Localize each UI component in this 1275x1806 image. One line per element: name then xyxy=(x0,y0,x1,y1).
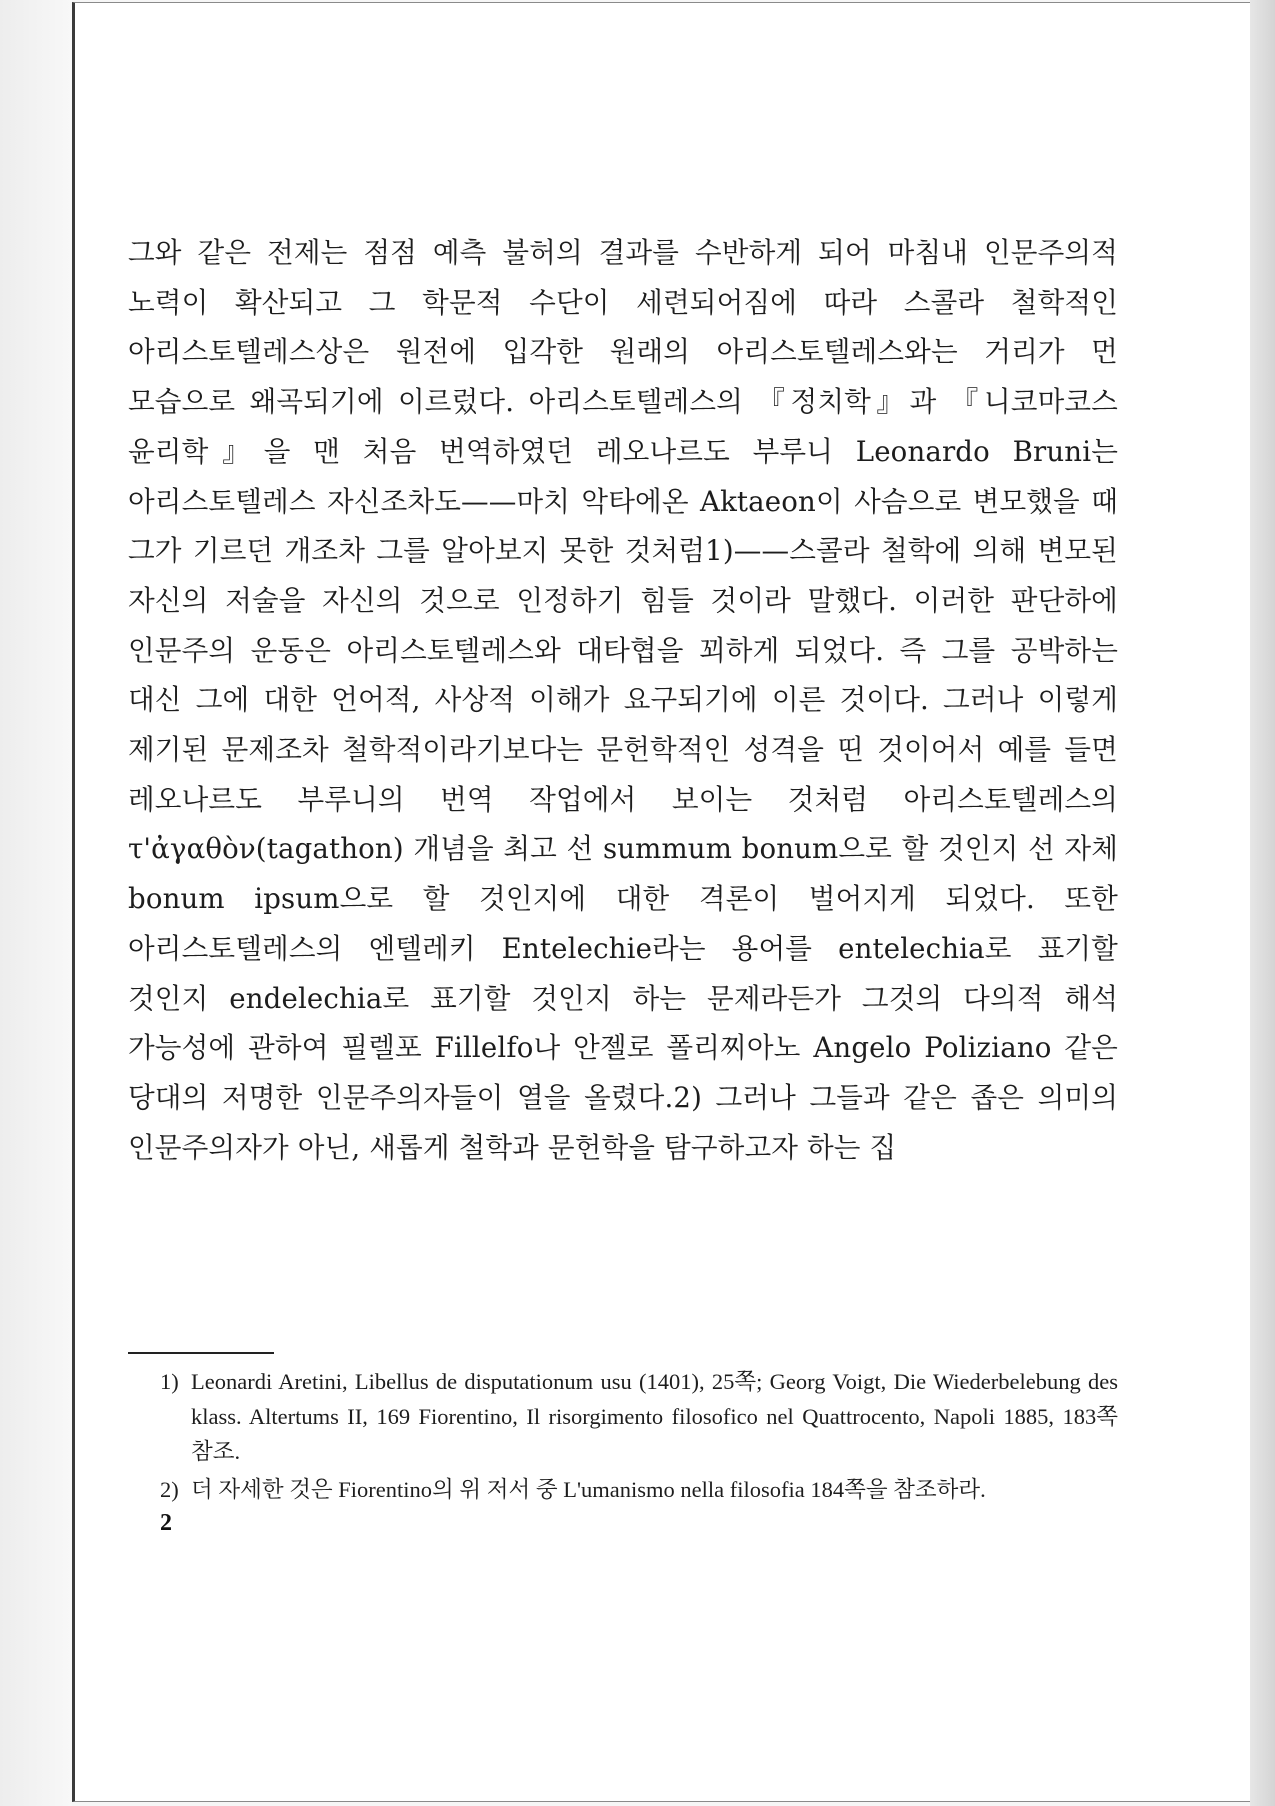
footnote-1 xyxy=(160,1364,1118,1469)
footnote-divider xyxy=(128,1352,274,1354)
footnote-2 xyxy=(160,1472,1118,1507)
body-paragraph: 그와 같은 전제는 점점 예측 불허의 결과를 수반하게 되어 마침내 인문주의적 노력이 확산되고 그 학문적 수단이 세련되어짐에 따라 스콜라 철학적인 아리스토텔레스상은 원전에 입각한 원래의 아리스토텔레스와는 거리가 먼 모습으로 왜곡되기에 이르렀다. 아리스토텔레스의 『정치학』과 『니코마코스 윤리학』을 맨 처음 번역하였던 레오나르도 부루니 Leonardo Bruni는 아리스토텔레스 자신조차도——마치 악타에온 Aktaeon이 사슴으로 변모했을 때 그가 기르던 개조차 그를 알아보지 못한 것처럼1)——스콜라 철학에 의해 변모된 자신의 저술을 자신의 것으로 인정하기 힘들 것이라 말했다. 이러한 판단하에 인문주의 운동은 아리스토텔레스와 대타협을 꾀하게 되었다. 즉 그를 공박하는 대신 그에 대한 언어적, 사상적 이해가 요구되기에 이른 것이다. 그러나 이렇게 제기된 문제조차 철학적이라기보다는 문헌학적인 성격을 띤 것이어서 예를 들면 레오나르도 부루니의 번역 작업에서 보이는 것처럼 아리스토텔레스의 τ'ἀγαθὸν(tagathon) 개념을 최고 선 summum bonum으로 할 것인지 선 자체 bonum ipsum으로 할 것인지에 대한 격론이 벌어지게 되었다. 또한 아리스토텔레스의 엔텔레키 Entelechie라는 용어를 entelechia로 표기할 것인지 endelechia로 표기할 것인지 하는 문제라든가 그것의 다의적 해석 가능성에 관하여 필렐포 Fillelfo나 안젤로 폴리찌아노 Angelo Poliziano 같은 당대의 저명한 인문주의자들이 열을 올렸다.2) 그러나 그들과 같은 좁은 의미의 인문주의자가 아닌, 새롭게 철학과 문헌학을 탐구하고자 하는 집 xyxy=(128,236,1118,1164)
footnote-number: 2) xyxy=(160,1477,179,1502)
footnote-text: Leonardi Aretini, Libellus de disputationum usu (1401), 25쪽; Georg Voigt, Die Wiederbelebung des klass. Altertums II, 169 Fiorentino, Il risorgimento filosofico nel Quattrocento, Napoli 1885, 183쪽 참조. xyxy=(191,1369,1118,1464)
viewer-left-margin xyxy=(0,0,72,1806)
page-number: 2 xyxy=(160,1510,172,1536)
footnote-text: 더 자세한 것은 Fiorentino의 위 저서 중 L'umanismo nella filosofia 184쪽을 참조하라. xyxy=(191,1477,986,1502)
footnote-number: 1) xyxy=(160,1369,179,1394)
viewer-right-margin xyxy=(1250,0,1275,1806)
footnotes xyxy=(160,1364,1118,1510)
